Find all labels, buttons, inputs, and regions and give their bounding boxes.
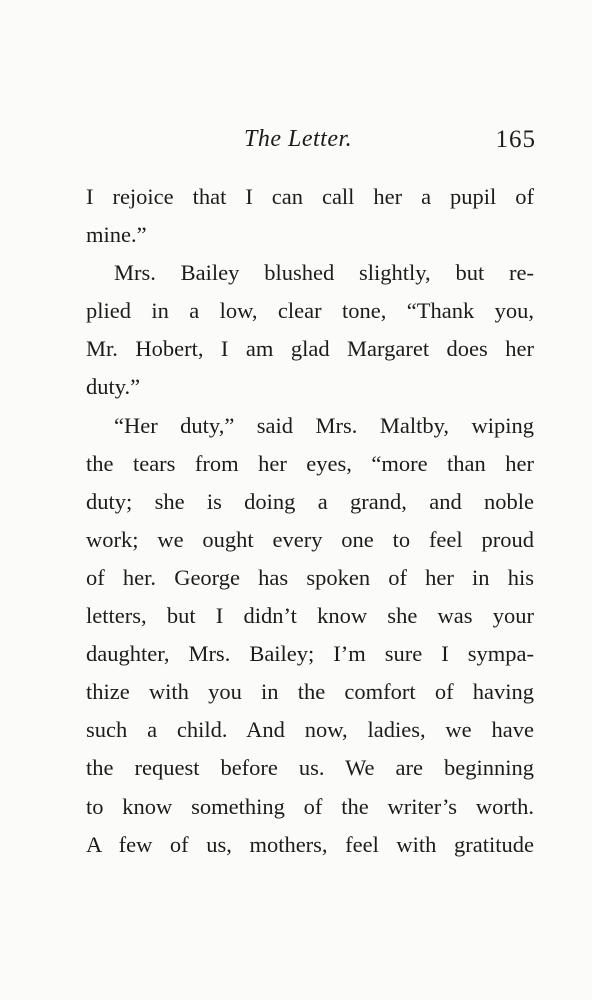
text-line: mine.” <box>86 222 147 248</box>
running-head <box>86 126 536 162</box>
text-line: work; we ought every one to feel proud <box>86 526 534 552</box>
text-line: the request before us. We are beginning <box>86 755 534 781</box>
text-line: letters, but I didn’t know she was your <box>86 603 534 629</box>
text-line: duty; she is doing a grand, and noble <box>86 488 534 514</box>
text-line: such a child. And now, ladies, we have <box>86 717 534 743</box>
text-line: of her. George has spoken of her in his <box>86 564 534 590</box>
text-line: “Her duty,” said Mrs. Maltby, wiping <box>114 412 534 438</box>
running-title: The Letter. <box>244 126 353 152</box>
text-line: to know something of the writer’s worth. <box>86 793 534 819</box>
body-text <box>86 178 534 864</box>
text-line: Mr. Hobert, I am glad Margaret does her <box>86 336 534 362</box>
text-line: A few of us, mothers, feel with gratitude <box>86 831 534 857</box>
text-line: Mrs. Bailey blushed slightly, but re- <box>114 260 534 286</box>
text-line: the tears from her eyes, “more than her <box>86 450 534 476</box>
text-line: duty.” <box>86 374 141 400</box>
text-line: daughter, Mrs. Bailey; I’m sure I sympa- <box>86 641 534 667</box>
text-line: plied in a low, clear tone, “Thank you, <box>86 298 534 324</box>
text-line: I rejoice that I can call her a pupil of <box>86 184 534 209</box>
text-line: thize with you in the comfort of having <box>86 679 534 705</box>
page-number: 165 <box>495 126 536 153</box>
